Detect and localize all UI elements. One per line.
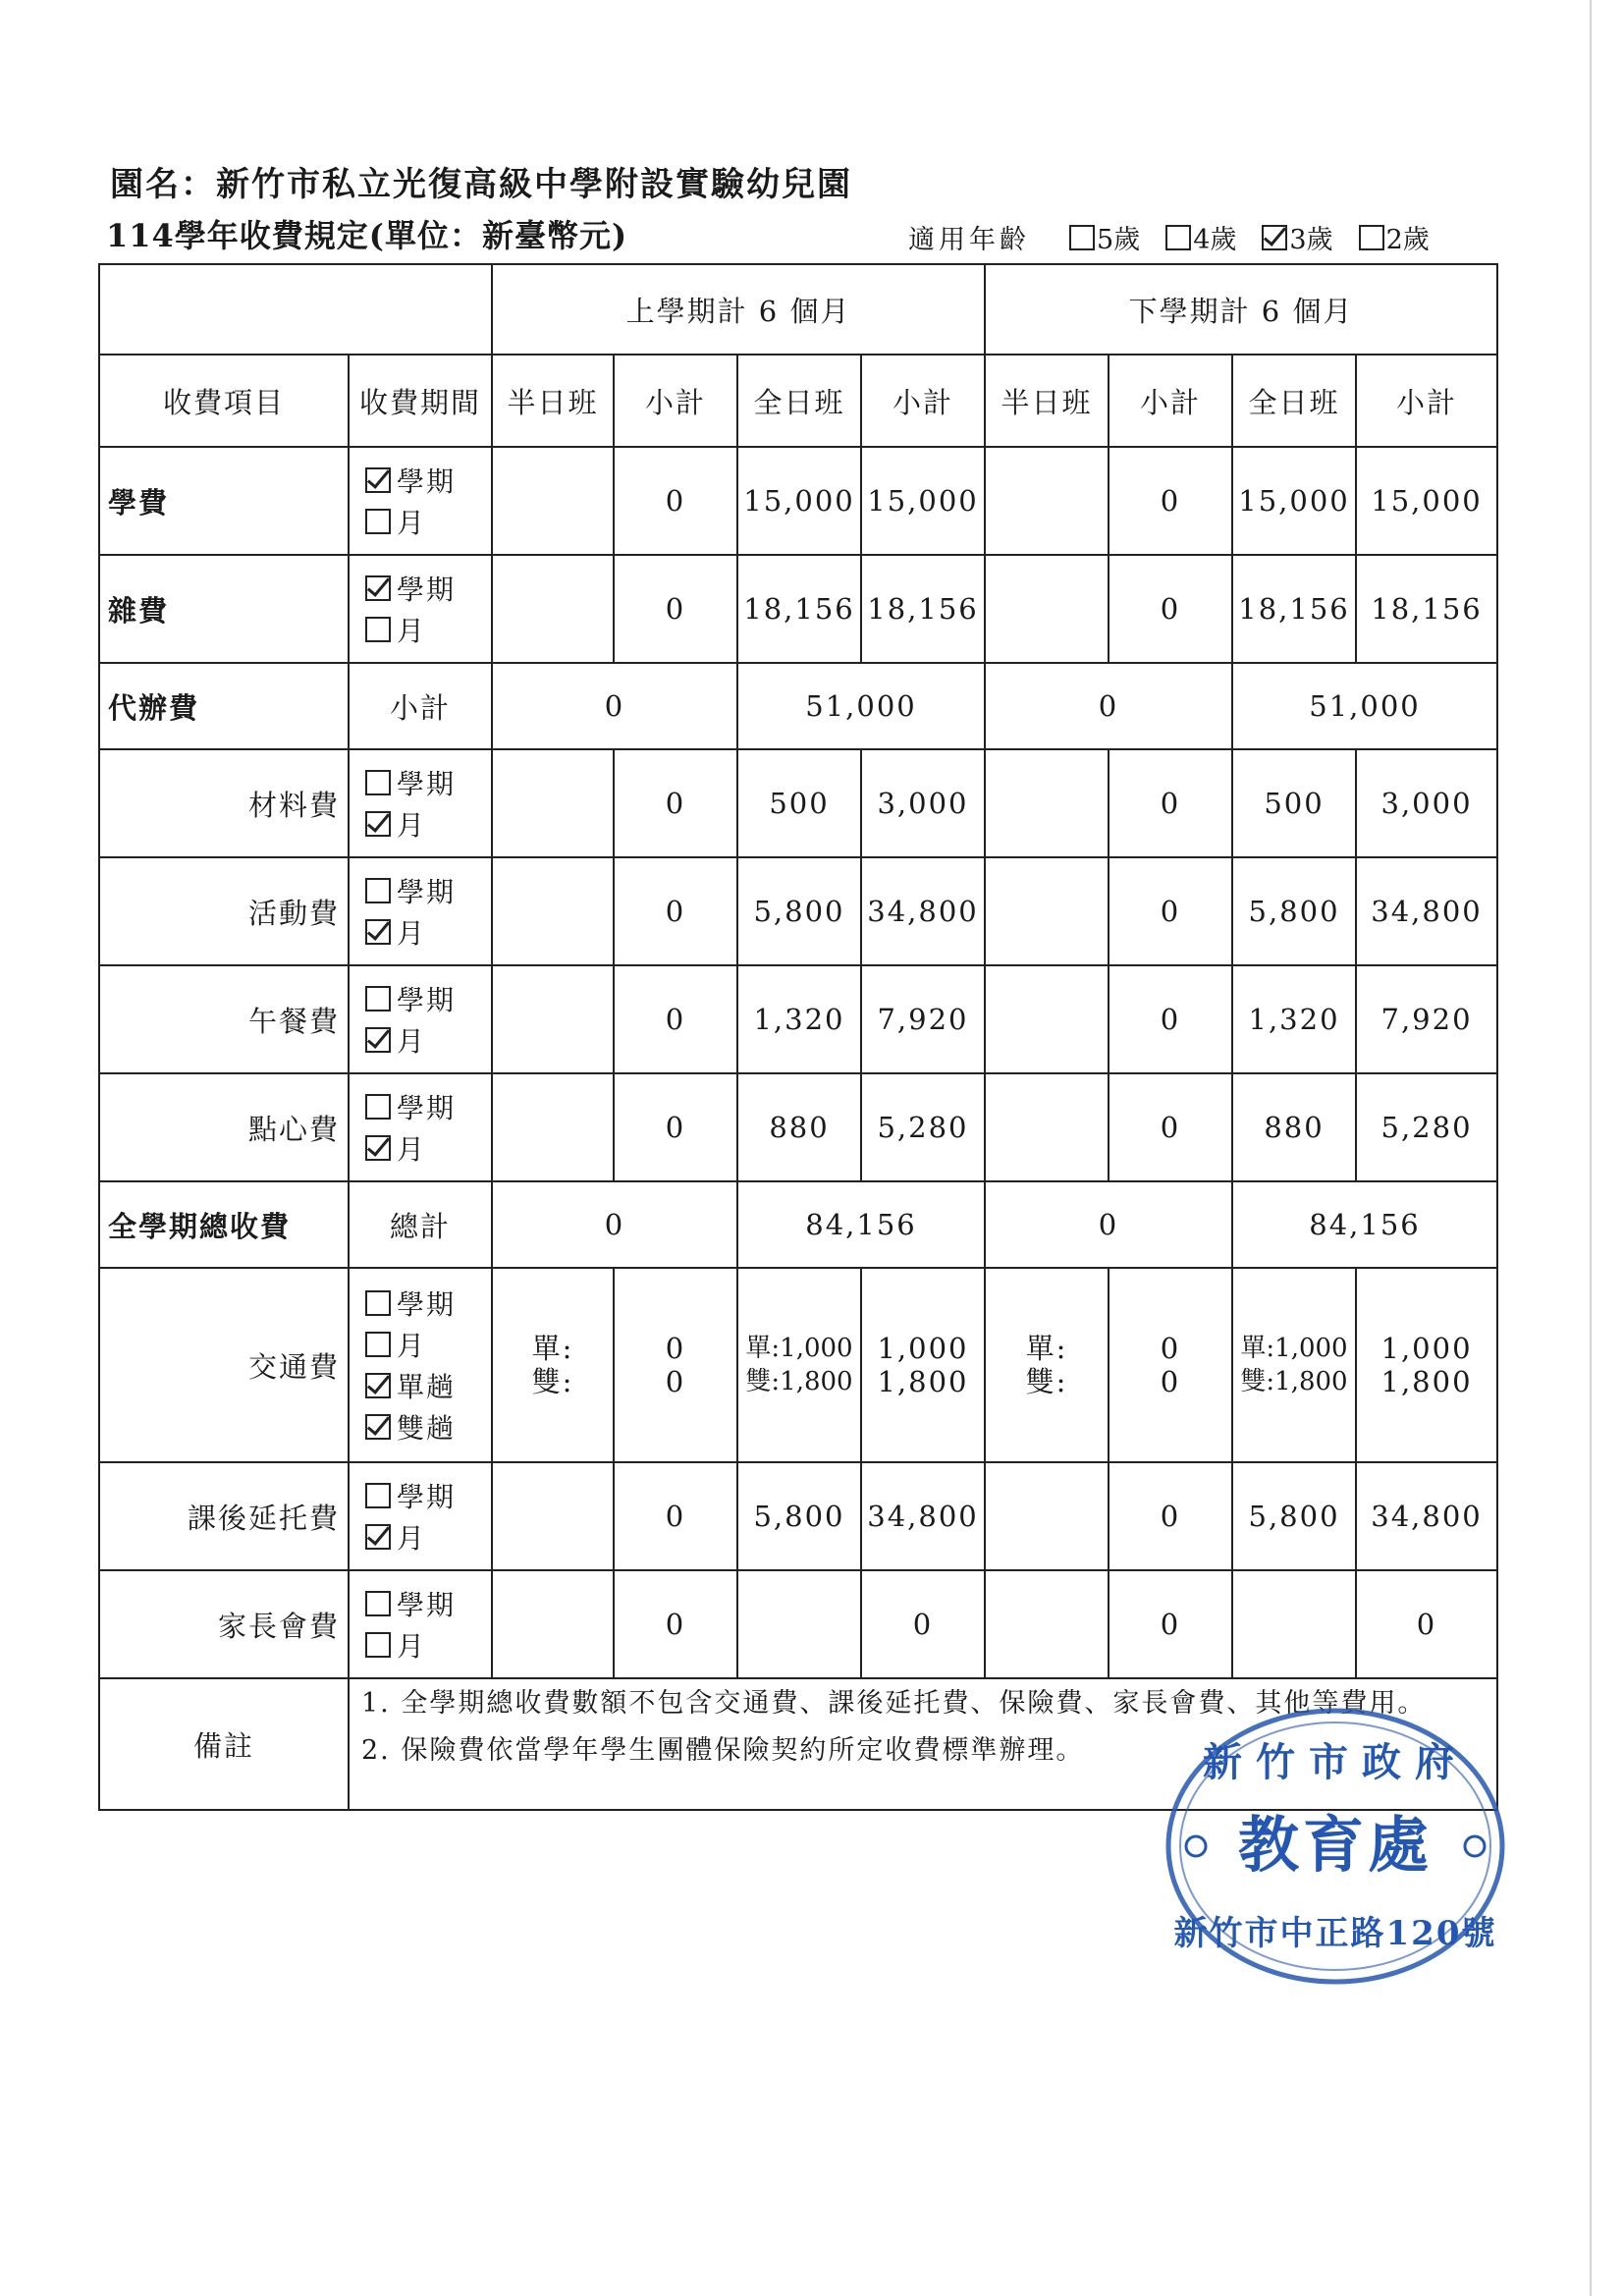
s1-full-header: 全日班 bbox=[737, 355, 861, 447]
value-cell bbox=[985, 749, 1109, 857]
fee-name: 課後延托費 bbox=[99, 1462, 349, 1570]
s2-full-subtotal-header: 小計 bbox=[1356, 355, 1497, 447]
value-cell bbox=[492, 1570, 614, 1678]
value-cell: 500 bbox=[737, 749, 861, 857]
value-cell: 1,000 1,800 bbox=[861, 1268, 985, 1462]
value-cell: 5,800 bbox=[1232, 857, 1356, 965]
checkbox-month[interactable] bbox=[365, 509, 391, 534]
s1-half-header: 半日班 bbox=[492, 355, 614, 447]
value-cell: 0 bbox=[492, 663, 737, 749]
checkbox-term[interactable] bbox=[365, 1094, 391, 1120]
fee-name: 全學期總收費 bbox=[99, 1181, 349, 1268]
age-option-2[interactable]: 2歲 bbox=[1359, 218, 1430, 256]
s1-half-subtotal-header: 小計 bbox=[614, 355, 737, 447]
checkbox-term[interactable] bbox=[365, 467, 391, 493]
value-cell: 3,000 bbox=[861, 749, 985, 857]
value-cell bbox=[985, 965, 1109, 1073]
period-cell: 學期 月 bbox=[349, 965, 492, 1073]
document-subtitle: 114學年收費規定(單位：新臺幣元) bbox=[106, 217, 628, 254]
fee-table bbox=[98, 263, 1498, 1811]
seal-bottom-text: 新竹市中正路120號 bbox=[1173, 1914, 1497, 1953]
period-cell: 學期 月 單趟 雙趟 bbox=[349, 1268, 492, 1462]
period-cell: 學期 月 bbox=[349, 1462, 492, 1570]
value-cell: 0 bbox=[1109, 447, 1232, 555]
value-cell: 0 bbox=[614, 1073, 737, 1181]
semester-header-row bbox=[99, 264, 1497, 355]
value-cell: 0 bbox=[985, 1181, 1232, 1268]
value-cell: 7,920 bbox=[861, 965, 985, 1073]
blank-header-cell bbox=[99, 264, 492, 355]
value-cell: 7,920 bbox=[1356, 965, 1497, 1073]
value-cell: 0 bbox=[1109, 555, 1232, 663]
column-header-row bbox=[99, 355, 1497, 447]
value-cell: 0 bbox=[614, 749, 737, 857]
checkbox-double-trip[interactable] bbox=[365, 1414, 391, 1440]
fee-name: 代辦費 bbox=[99, 663, 349, 749]
value-cell: 單: 雙: bbox=[492, 1268, 614, 1462]
table-row-total bbox=[99, 1181, 1497, 1268]
checkbox-term[interactable] bbox=[365, 878, 391, 903]
checkbox-term[interactable] bbox=[365, 986, 391, 1011]
value-cell: 0 bbox=[614, 1462, 737, 1570]
value-cell: 0 bbox=[1109, 1462, 1232, 1570]
checkbox-term[interactable] bbox=[365, 1483, 391, 1508]
fee-name: 雜費 bbox=[99, 555, 349, 663]
value-cell bbox=[985, 1462, 1109, 1570]
value-cell bbox=[492, 965, 614, 1073]
period-header: 收費期間 bbox=[349, 355, 492, 447]
period-cell: 學期 月 bbox=[349, 555, 492, 663]
table-row-activity bbox=[99, 857, 1497, 965]
checkbox-month[interactable] bbox=[365, 1027, 391, 1053]
value-cell: 84,156 bbox=[737, 1181, 985, 1268]
value-cell: 18,156 bbox=[737, 555, 861, 663]
value-cell bbox=[492, 1073, 614, 1181]
s2-full-header: 全日班 bbox=[1232, 355, 1356, 447]
value-cell: 34,800 bbox=[1356, 1462, 1497, 1570]
value-cell: 51,000 bbox=[737, 663, 985, 749]
checkbox-single-trip[interactable] bbox=[365, 1373, 391, 1398]
value-cell: 880 bbox=[1232, 1073, 1356, 1181]
table-row-misc bbox=[99, 555, 1497, 663]
checkbox-month[interactable] bbox=[365, 1135, 391, 1161]
s1-full-subtotal-header: 小計 bbox=[861, 355, 985, 447]
seal-top-text: 新竹市政府 bbox=[1203, 1739, 1468, 1785]
period-cell: 學期 月 bbox=[349, 857, 492, 965]
value-cell bbox=[737, 1570, 861, 1678]
value-cell: 5,800 bbox=[1232, 1462, 1356, 1570]
checkbox-month[interactable] bbox=[365, 811, 391, 837]
value-cell bbox=[985, 1073, 1109, 1181]
checkbox-month[interactable] bbox=[365, 1632, 391, 1658]
value-cell: 15,000 bbox=[861, 447, 985, 555]
value-cell: 0 bbox=[1109, 1570, 1232, 1678]
value-cell: 0 bbox=[1109, 1073, 1232, 1181]
table-row-snack bbox=[99, 1073, 1497, 1181]
total-label: 總計 bbox=[349, 1181, 492, 1268]
table-row-transport bbox=[99, 1268, 1497, 1462]
fee-name: 午餐費 bbox=[99, 965, 349, 1073]
value-cell: 0 0 bbox=[614, 1268, 737, 1462]
value-cell: 5,280 bbox=[861, 1073, 985, 1181]
value-cell bbox=[985, 1570, 1109, 1678]
period-cell: 學期 月 bbox=[349, 447, 492, 555]
period-cell: 學期 月 bbox=[349, 749, 492, 857]
fee-name: 交通費 bbox=[99, 1268, 349, 1462]
value-cell: 0 bbox=[492, 1181, 737, 1268]
table-row-parents bbox=[99, 1570, 1497, 1678]
value-cell: 880 bbox=[737, 1073, 861, 1181]
value-cell bbox=[492, 555, 614, 663]
value-cell: 單: 雙: bbox=[985, 1268, 1109, 1462]
checkbox-term[interactable] bbox=[365, 1290, 391, 1316]
value-cell: 15,000 bbox=[737, 447, 861, 555]
semester2-header: 下學期計 6 個月 bbox=[985, 264, 1497, 355]
notes-label: 備註 bbox=[99, 1678, 349, 1810]
value-cell bbox=[492, 749, 614, 857]
fee-name: 活動費 bbox=[99, 857, 349, 965]
official-seal bbox=[1159, 1699, 1512, 1994]
checkbox-term[interactable] bbox=[365, 1591, 391, 1616]
value-cell bbox=[985, 555, 1109, 663]
period-cell: 學期 月 bbox=[349, 1570, 492, 1678]
value-cell: 84,156 bbox=[1232, 1181, 1497, 1268]
checkbox-term[interactable] bbox=[365, 575, 391, 601]
s2-half-header: 半日班 bbox=[985, 355, 1109, 447]
value-cell: 34,800 bbox=[861, 1462, 985, 1570]
value-cell: 18,156 bbox=[1232, 555, 1356, 663]
ages-label: 適用年齡 bbox=[908, 225, 1030, 255]
value-cell bbox=[1232, 1570, 1356, 1678]
semester1-header: 上學期計 6 個月 bbox=[492, 264, 985, 355]
value-cell: 18,156 bbox=[861, 555, 985, 663]
value-cell: 1,320 bbox=[737, 965, 861, 1073]
value-cell bbox=[492, 857, 614, 965]
subtotal-label: 小計 bbox=[349, 663, 492, 749]
checkbox-month[interactable] bbox=[365, 1524, 391, 1550]
value-cell: 0 bbox=[614, 857, 737, 965]
value-cell bbox=[985, 447, 1109, 555]
value-cell: 0 bbox=[1109, 749, 1232, 857]
table-row-agency bbox=[99, 663, 1497, 749]
document-title: 園名：新竹市私立光復高級中學附設實驗幼兒園 bbox=[110, 165, 852, 204]
s2-half-subtotal-header: 小計 bbox=[1109, 355, 1232, 447]
value-cell: 0 bbox=[614, 965, 737, 1073]
value-cell: 500 bbox=[1232, 749, 1356, 857]
value-cell: 0 bbox=[985, 663, 1232, 749]
value-cell: 5,800 bbox=[737, 1462, 861, 1570]
value-cell: 5,280 bbox=[1356, 1073, 1497, 1181]
value-cell: 34,800 bbox=[1356, 857, 1497, 965]
value-cell: 0 bbox=[861, 1570, 985, 1678]
value-cell: 15,000 bbox=[1356, 447, 1497, 555]
value-cell: 0 bbox=[1109, 857, 1232, 965]
checkbox-month[interactable] bbox=[365, 1332, 391, 1357]
applicable-ages bbox=[908, 218, 1455, 256]
table-row-lunch bbox=[99, 965, 1497, 1073]
value-cell: 34,800 bbox=[861, 857, 985, 965]
checkbox[interactable] bbox=[1359, 225, 1384, 250]
table-row-tuition bbox=[99, 447, 1497, 555]
value-cell: 0 0 bbox=[1109, 1268, 1232, 1462]
age-option-5[interactable]: 5歲 bbox=[1069, 218, 1140, 256]
value-cell: 0 bbox=[614, 1570, 737, 1678]
value-cell: 0 bbox=[1356, 1570, 1497, 1678]
note-item: 1. 全學期總收費數額不包含交通費、課後延托費、保險費、家長會費、其他等費用。 bbox=[361, 1688, 1427, 1719]
value-cell: 0 bbox=[1109, 965, 1232, 1073]
value-cell: 15,000 bbox=[1232, 447, 1356, 555]
checkbox[interactable] bbox=[1262, 225, 1287, 250]
age-option-3[interactable]: 3歲 bbox=[1262, 218, 1332, 256]
value-cell bbox=[985, 857, 1109, 965]
table-row-materials bbox=[99, 749, 1497, 857]
value-cell: 0 bbox=[614, 447, 737, 555]
value-cell: 51,000 bbox=[1232, 663, 1497, 749]
fee-name: 材料費 bbox=[99, 749, 349, 857]
checkbox-month[interactable] bbox=[365, 919, 391, 945]
period-cell: 學期 月 bbox=[349, 1073, 492, 1181]
value-cell: 單:1,000 雙:1,800 bbox=[1232, 1268, 1356, 1462]
value-cell bbox=[492, 1462, 614, 1570]
value-cell: 單:1,000 雙:1,800 bbox=[737, 1268, 861, 1462]
fee-name: 家長會費 bbox=[99, 1570, 349, 1678]
checkbox[interactable] bbox=[1165, 225, 1191, 250]
table-row-afterschool bbox=[99, 1462, 1497, 1570]
checkbox[interactable] bbox=[1069, 225, 1095, 250]
value-cell: 3,000 bbox=[1356, 749, 1497, 857]
checkbox-term[interactable] bbox=[365, 770, 391, 795]
value-cell: 0 bbox=[614, 555, 737, 663]
fee-name: 學費 bbox=[99, 447, 349, 555]
value-cell: 18,156 bbox=[1356, 555, 1497, 663]
page-edge-line bbox=[1590, 0, 1592, 2296]
value-cell bbox=[492, 447, 614, 555]
value-cell: 1,320 bbox=[1232, 965, 1356, 1073]
seal-center-text: 教育處 bbox=[1237, 1809, 1434, 1881]
value-cell: 1,000 1,800 bbox=[1356, 1268, 1497, 1462]
age-option-4[interactable]: 4歲 bbox=[1165, 218, 1236, 256]
note-item: 2. 保險費依當學年學生團體保險契約所定收費標準辦理。 bbox=[361, 1735, 1085, 1766]
checkbox-month[interactable] bbox=[365, 617, 391, 642]
fee-name: 點心費 bbox=[99, 1073, 349, 1181]
item-header: 收費項目 bbox=[99, 355, 349, 447]
value-cell: 5,800 bbox=[737, 857, 861, 965]
